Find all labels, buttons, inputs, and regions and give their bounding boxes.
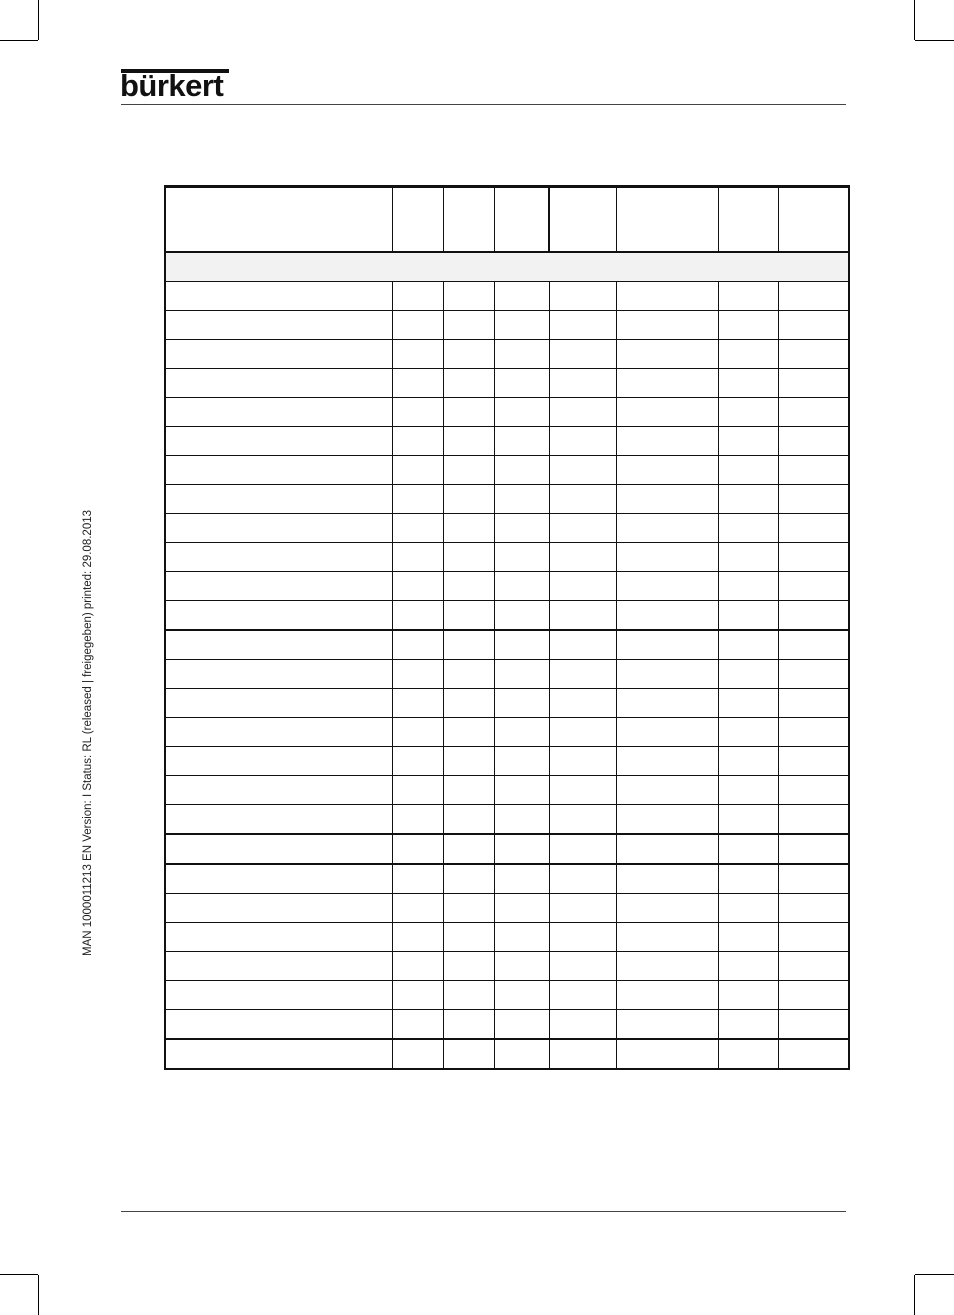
table-cell [443, 572, 494, 601]
table-row [165, 660, 849, 689]
table-cell [616, 660, 718, 689]
table-cell [392, 689, 443, 718]
table-cell [778, 572, 849, 601]
table-cell [443, 834, 494, 864]
table-cell [443, 311, 494, 340]
table-cell [494, 572, 549, 601]
table-row [165, 834, 849, 864]
table-cell [443, 485, 494, 514]
table-cell [392, 630, 443, 660]
table-cell [392, 601, 443, 631]
table-row [165, 894, 849, 923]
table-cell [494, 311, 549, 340]
table-cell [165, 864, 392, 894]
table-cell [392, 660, 443, 689]
table-cell [392, 747, 443, 776]
table-cell [616, 485, 718, 514]
table-cell [778, 1039, 849, 1069]
table-cell [778, 340, 849, 369]
table-cell [165, 660, 392, 689]
table-cell [616, 340, 718, 369]
table-cell [165, 834, 392, 864]
table-row [165, 952, 849, 981]
crop-mark-top-left-vertical [38, 0, 39, 40]
table-cell [778, 398, 849, 427]
table-cell [778, 776, 849, 805]
table-cell [718, 456, 778, 485]
table-cell [778, 805, 849, 835]
table-cell [718, 1039, 778, 1069]
table-cell [778, 282, 849, 311]
table-cell [616, 718, 718, 747]
logo-text: bürkert [120, 68, 224, 103]
table-cell [616, 952, 718, 981]
table-cell [718, 689, 778, 718]
table-cell [443, 369, 494, 398]
table-cell [718, 1010, 778, 1040]
table-cell [549, 398, 616, 427]
table-cell [718, 398, 778, 427]
table-cell [443, 894, 494, 923]
table-cell [392, 572, 443, 601]
crop-mark-bottom-left-horizontal [0, 1274, 38, 1275]
table-section-row [165, 252, 849, 282]
table-cell [549, 572, 616, 601]
table-cell [494, 776, 549, 805]
table-cell [443, 689, 494, 718]
table-cell [494, 601, 549, 631]
table-cell [165, 630, 392, 660]
table-cell [494, 369, 549, 398]
table-cell [778, 689, 849, 718]
table-cell [165, 923, 392, 952]
document-version-note: MAN 1000011213 EN Version: I Status: RL (released | freigegeben) printed: 29.08.2013 [82, 509, 94, 957]
table-cell [443, 601, 494, 631]
table-cell [443, 981, 494, 1010]
table-row [165, 630, 849, 660]
table-cell [443, 398, 494, 427]
table-grid [164, 185, 850, 1070]
column-header [616, 187, 718, 253]
table-cell [718, 543, 778, 572]
table-cell [392, 282, 443, 311]
table-cell [443, 427, 494, 456]
table-cell [778, 834, 849, 864]
table-cell [494, 543, 549, 572]
table-cell [778, 660, 849, 689]
table-cell [165, 747, 392, 776]
table-cell [392, 834, 443, 864]
table-cell [549, 660, 616, 689]
table-cell [616, 864, 718, 894]
table-cell [549, 630, 616, 660]
crop-mark-top-left-horizontal [0, 40, 38, 41]
table-cell [165, 514, 392, 543]
table-cell [616, 1039, 718, 1069]
table-cell [392, 776, 443, 805]
table-cell [392, 456, 443, 485]
table-cell [778, 311, 849, 340]
table-cell [443, 630, 494, 660]
table-cell [494, 864, 549, 894]
table-cell [549, 340, 616, 369]
table-cell [443, 805, 494, 835]
table-cell [392, 718, 443, 747]
table-cell [443, 456, 494, 485]
table-cell [494, 630, 549, 660]
table-cell [494, 952, 549, 981]
table-cell [778, 894, 849, 923]
table-cell [392, 923, 443, 952]
table-cell [165, 1039, 392, 1069]
table-cell [494, 923, 549, 952]
table-cell [616, 981, 718, 1010]
table-cell [718, 894, 778, 923]
table-cell [718, 485, 778, 514]
table-cell [718, 427, 778, 456]
table-cell [494, 689, 549, 718]
table-cell [549, 689, 616, 718]
table-cell [165, 776, 392, 805]
table-cell [494, 894, 549, 923]
table-header-row [165, 187, 849, 253]
table-row [165, 601, 849, 631]
table-cell [778, 981, 849, 1010]
table-cell [616, 805, 718, 835]
table-cell [494, 1010, 549, 1040]
column-header [443, 187, 494, 253]
header-rule [121, 104, 846, 105]
table-cell [718, 923, 778, 952]
table-cell [165, 572, 392, 601]
table-cell [392, 369, 443, 398]
table-row [165, 689, 849, 718]
table-cell [616, 630, 718, 660]
table-row [165, 776, 849, 805]
table-cell [549, 864, 616, 894]
table-cell [165, 369, 392, 398]
table-cell [616, 456, 718, 485]
brand-logo [121, 66, 231, 102]
table-cell [718, 340, 778, 369]
table-cell [549, 981, 616, 1010]
crop-mark-top-right-horizontal [915, 40, 954, 41]
column-header [392, 187, 443, 253]
table-cell [616, 398, 718, 427]
table-cell [718, 981, 778, 1010]
table-cell [392, 485, 443, 514]
data-table [164, 185, 848, 1088]
table-row [165, 543, 849, 572]
table-cell [165, 543, 392, 572]
table-cell [165, 689, 392, 718]
table-cell [718, 311, 778, 340]
table-cell [616, 776, 718, 805]
table-cell [165, 601, 392, 631]
table-cell [616, 894, 718, 923]
table-cell [165, 894, 392, 923]
table-cell [549, 601, 616, 631]
table-cell [494, 805, 549, 835]
table-cell [616, 834, 718, 864]
table-cell [616, 282, 718, 311]
table-cell [165, 805, 392, 835]
table-cell [778, 485, 849, 514]
table-cell [549, 952, 616, 981]
table-cell [494, 1039, 549, 1069]
table-cell [392, 543, 443, 572]
table-cell [392, 1010, 443, 1040]
table-cell [494, 340, 549, 369]
table-row [165, 427, 849, 456]
table-cell [718, 805, 778, 835]
table-cell [392, 398, 443, 427]
table-cell [778, 601, 849, 631]
table-cell [165, 1010, 392, 1040]
column-header [494, 187, 549, 253]
table-cell [165, 456, 392, 485]
table-cell [165, 981, 392, 1010]
table-row [165, 311, 849, 340]
table-row [165, 923, 849, 952]
table-row [165, 369, 849, 398]
table-cell [718, 776, 778, 805]
table-cell [778, 864, 849, 894]
table-cell [616, 543, 718, 572]
crop-mark-bottom-left-vertical [38, 1275, 39, 1315]
table-cell [494, 718, 549, 747]
table-cell [392, 981, 443, 1010]
table-cell [549, 456, 616, 485]
table-cell [616, 923, 718, 952]
table-row [165, 398, 849, 427]
table-cell [392, 340, 443, 369]
table-cell [549, 311, 616, 340]
crop-mark-bottom-right-horizontal [915, 1274, 954, 1275]
table-cell [778, 514, 849, 543]
table-cell [494, 427, 549, 456]
table-cell [718, 952, 778, 981]
table-cell [392, 864, 443, 894]
table-cell [392, 894, 443, 923]
section-title [165, 252, 849, 282]
column-header [718, 187, 778, 253]
table-cell [392, 514, 443, 543]
table-row [165, 340, 849, 369]
table-row [165, 718, 849, 747]
table-cell [616, 427, 718, 456]
table-cell [549, 485, 616, 514]
table-row [165, 864, 849, 894]
table-cell [443, 282, 494, 311]
table-cell [778, 543, 849, 572]
table-cell [443, 1039, 494, 1069]
table-cell [778, 369, 849, 398]
table-cell [778, 427, 849, 456]
table-cell [443, 514, 494, 543]
table-cell [718, 630, 778, 660]
table-cell [165, 282, 392, 311]
column-header [549, 187, 616, 253]
table-cell [616, 572, 718, 601]
table-cell [443, 776, 494, 805]
table-row [165, 1010, 849, 1040]
table-row [165, 1039, 849, 1069]
table-row [165, 747, 849, 776]
table-cell [392, 1039, 443, 1069]
column-header [165, 187, 392, 253]
table-cell [549, 427, 616, 456]
table-cell [616, 747, 718, 776]
table-cell [549, 894, 616, 923]
table-cell [778, 456, 849, 485]
footer-rule [121, 1211, 846, 1212]
table-cell [392, 805, 443, 835]
table-cell [494, 834, 549, 864]
table-cell [549, 718, 616, 747]
table-cell [549, 747, 616, 776]
table-cell [778, 923, 849, 952]
table-cell [443, 864, 494, 894]
table-cell [549, 543, 616, 572]
table-cell [718, 601, 778, 631]
table-cell [778, 747, 849, 776]
table-row [165, 282, 849, 311]
table-cell [494, 485, 549, 514]
table-cell [443, 718, 494, 747]
table-row [165, 981, 849, 1010]
table-cell [549, 369, 616, 398]
table-cell [549, 1039, 616, 1069]
table-cell [165, 718, 392, 747]
table-cell [718, 834, 778, 864]
table-cell [494, 282, 549, 311]
table-cell [494, 398, 549, 427]
table-cell [778, 1010, 849, 1040]
table-cell [392, 952, 443, 981]
table-cell [165, 427, 392, 456]
table-cell [778, 718, 849, 747]
table-cell [778, 952, 849, 981]
table-cell [616, 369, 718, 398]
table-cell [443, 747, 494, 776]
table-cell [494, 981, 549, 1010]
table-row [165, 485, 849, 514]
table-cell [443, 1010, 494, 1040]
table-row [165, 805, 849, 835]
table-row [165, 456, 849, 485]
table-cell [165, 340, 392, 369]
table-cell [549, 776, 616, 805]
table-cell [549, 805, 616, 835]
table-cell [718, 369, 778, 398]
table-cell [549, 282, 616, 311]
table-cell [165, 485, 392, 514]
table-cell [165, 311, 392, 340]
table-cell [494, 747, 549, 776]
table-cell [443, 923, 494, 952]
table-cell [549, 834, 616, 864]
table-cell [392, 311, 443, 340]
table-cell [616, 311, 718, 340]
table-cell [718, 572, 778, 601]
table-row [165, 514, 849, 543]
table-cell [616, 689, 718, 718]
table-cell [494, 456, 549, 485]
table-cell [392, 427, 443, 456]
table-cell [718, 747, 778, 776]
table-cell [494, 660, 549, 689]
crop-mark-bottom-right-vertical [914, 1275, 915, 1315]
table-cell [718, 282, 778, 311]
column-header [778, 187, 849, 253]
table-cell [443, 340, 494, 369]
table-cell [718, 864, 778, 894]
table-cell [616, 514, 718, 543]
table-cell [549, 1010, 616, 1040]
crop-mark-top-right-vertical [914, 0, 915, 40]
table-cell [443, 543, 494, 572]
table-cell [616, 1010, 718, 1040]
table-cell [443, 660, 494, 689]
table-cell [718, 718, 778, 747]
table-cell [549, 514, 616, 543]
table-cell [443, 952, 494, 981]
table-cell [165, 398, 392, 427]
table-cell [165, 952, 392, 981]
table-cell [616, 601, 718, 631]
table-cell [549, 923, 616, 952]
table-cell [778, 630, 849, 660]
table-cell [718, 660, 778, 689]
table-cell [494, 514, 549, 543]
table-row [165, 572, 849, 601]
table-cell [718, 514, 778, 543]
